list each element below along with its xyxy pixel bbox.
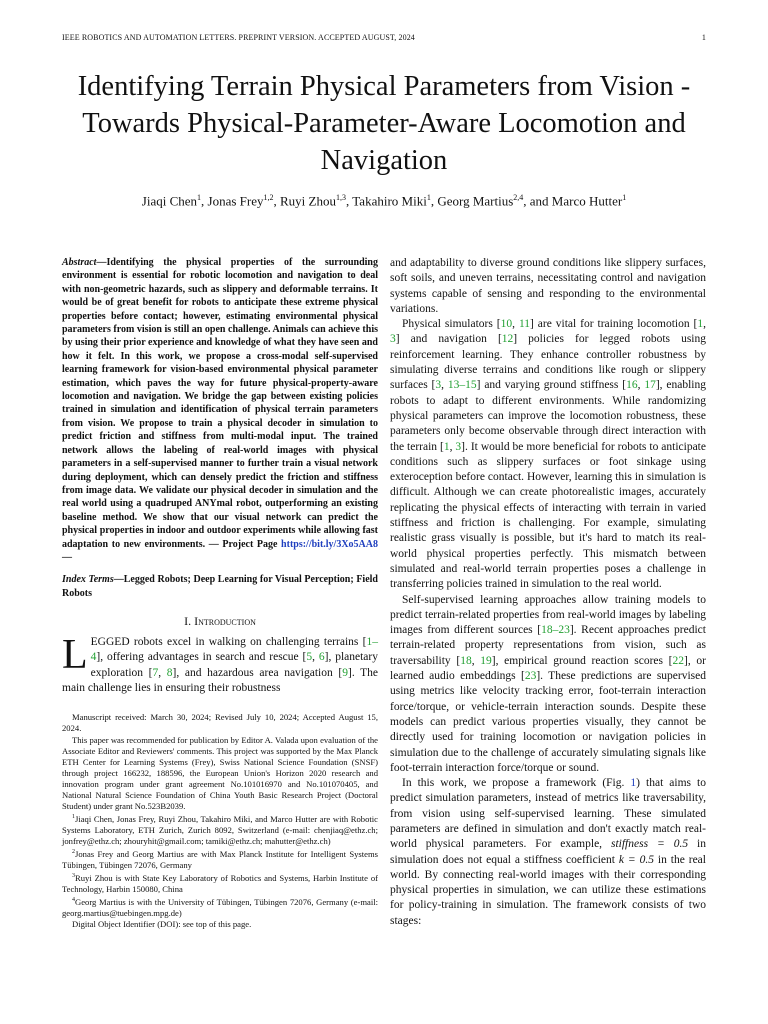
author-name: Marco Hutter [551, 193, 623, 209]
math-expression: k = 0.5 [618, 853, 654, 866]
abstract-label: Abstract [62, 257, 97, 268]
footnotes [62, 712, 378, 930]
citation-link[interactable]: 23 [524, 670, 537, 683]
figure-ref-link[interactable]: 1 [630, 777, 637, 790]
body-paragraph: and adaptability to diverse ground conditions like slippery surfaces, soft soils, and uneven terrains, necessitating control and navigation systems capable of sensing and responding to the environmental variations. [390, 257, 706, 315]
footnote-marker: 1 [72, 814, 75, 821]
author-affiliation: 1 [622, 193, 627, 202]
citation-link[interactable]: 13–15 [447, 379, 477, 392]
footnote-marker: 4 [72, 897, 75, 904]
citation-link[interactable]: 7 [152, 666, 159, 679]
footnote: Digital Object Identifier (DOI): see top of this page. [72, 919, 252, 930]
project-page-link[interactable]: https://bit.ly/3Xo5AA8 [281, 538, 378, 550]
citation-link[interactable]: 3 [435, 379, 442, 392]
abstract-text: —Identifying the physical properties of the surrounding environment is essential for robotic locomotion and navigation to deal with non-geometric hazards, such as slippery and deformable terrains. It would be of great benefit for robots to anticipate these extreme physical properties before contact; however, estimating environmental physical parameters from vision is still an open challenge. Animals can achieve this by using their prior experience and knowledge of what they have seen and how it felt. In this work, we propose a cross-modal self-supervised learning framework for vision-based environmental physical parameter estimation, which paves the way for future physical-property-aware locomotion and navigation. We bridge the gap between existing policies trained in simulation and identification of physical terrain parameters from vision. We propose to train a physical decoder in simulation to predict friction and stiffness from multi-modal input. The trained network allows the labeling of real-world images with physical parameters in a self-supervised manner to further train a visual network during deployment, which can densely predict the friction and stiffness from image data. We validate our physical decoder in simulation and the real world using a quadruped ANYmal robot, outperforming an existing baseline method. We show that our visual network can predict the physical properties in indoor and outdoor experiments while allowing fast adaptation to new environments. — Project Page [62, 257, 378, 550]
author-name: Georg Martius [437, 193, 514, 209]
citation-link[interactable]: 18–23 [541, 624, 570, 637]
citation-link[interactable]: 8 [166, 666, 173, 679]
footnote: Manuscript received: March 30, 2024; Revised July 10, 2024; Accepted August 15, 2024. [62, 712, 378, 734]
citation-link[interactable]: 5 [306, 651, 313, 664]
citation-link[interactable]: 16 [626, 379, 638, 392]
author-name: Jonas Frey [207, 193, 264, 209]
footnote-marker: 2 [72, 849, 75, 856]
abstract [62, 256, 378, 564]
page-number: 1 [701, 33, 706, 42]
body-paragraph: In this work, we propose a framework (Fig. 1) that aims to predict simulation parameters, instead of metrics like traversability, from vision using self-supervised learning. These simulated parameters are defined in simulation and don't exactly match real-world physical parameters. For example, stiffness = 0.5 in simulation does not equal a stiffness coefficient k = 0.5 in the real world. By connecting real-world images with their corresponding physical properties in simulation, we can utilize these estimations for policy-training in simulation. The framework consists of two stages: [390, 777, 706, 927]
footnote: This paper was recommended for publication by Editor A. Valada upon evaluation of the Associate Editor and Reviewers' comments. This project was supported by the Max Planck ETH Center for Learning Systems (Frey), Swiss National Science Foundation (SNSF) through project 166232, 188596, the European Union's Horizon 2020 research and innovation program under grant agreement No.101016970 and No.101070405, and National Natural Science Foundation of China Youth Basic Research Project (Doctoral Student) under grant No.523B2039. [62, 734, 378, 812]
citation-link[interactable]: 18 [460, 654, 472, 667]
citation-link[interactable]: 22 [672, 654, 685, 667]
author-affiliation: 2,4 [513, 193, 524, 202]
running-header [62, 33, 706, 45]
author-list: Jiaqi Chen$^1$, Jonas Frey$^{1,2}$, Ruyi Zhou$^{1,3}$, Takahiro Miki$^1$, Georg Martius$^{2,4}$, and Marco Hutter$^1$ [141, 193, 627, 209]
footnote: $^4$Georg Martius is with the University of Tübingen, Tübingen 72076, Germany (e-mail: georg.martius@tuebingen.mpg.de) [62, 897, 378, 919]
section-title: I. Introduction [184, 614, 256, 629]
footnote: $^3$Ruyi Zhou is with State Key Laboratory of Robotics and Systems, Harbin Institute of Technology, Harbin 150080, China [62, 873, 378, 895]
footnote-marker: 3 [72, 873, 75, 880]
section-heading-introduction [62, 614, 378, 629]
index-terms-label: Index Terms [62, 574, 114, 586]
intro-paragraph: LEGGED robots excel in walking on challenging terrains [1–4], offering advantages in search and rescue [5, 6], planetary exploration [7, 8], and hazardous area navigation [9]. The main challenge lies in ensuring their robustness [62, 632, 379, 695]
citation-link[interactable]: 1–4 [90, 636, 378, 664]
citation-link[interactable]: 10 [500, 318, 513, 331]
index-terms [62, 573, 378, 600]
footnote: $^1$Jiaqi Chen, Jonas Frey, Ruyi Zhou, Takahiro Miki, and Marco Hutter are with Robotic Systems Laboratory, ETH Zurich, Zurich 8092, Switzerland (e-mail: chenjiaq@ethz.ch; jonfrey@ethz.ch; zhouryhit@gmail.com; tamiki@ethz.ch; mahutter@ethz.ch) [62, 814, 378, 847]
index-terms-text: —Legged Robots; Deep Learning for Visual Perception; Field Robots [62, 574, 378, 599]
right-column [390, 256, 706, 929]
citation-link[interactable]: 12 [501, 333, 514, 346]
drop-cap: L [62, 632, 88, 679]
left-column [62, 256, 378, 931]
author-name: Takahiro Miki [352, 193, 427, 209]
author-name: Ruyi Zhou [280, 193, 336, 209]
citation-link[interactable]: 1 [697, 318, 704, 331]
author-name: Jiaqi Chen [141, 193, 198, 209]
citation-link[interactable]: 9 [342, 666, 348, 679]
citation-link[interactable]: 19 [480, 654, 492, 667]
footnote: $^2$Jonas Frey and Georg Martius are with Max Planck Institute for Intelligent Systems Tübingen, Tübingen 72076, Germany [62, 849, 378, 871]
author-affiliation: 1,2 [263, 193, 274, 202]
journal-name: IEEE ROBOTICS AND AUTOMATION LETTERS. PREPRINT VERSION. ACCEPTED AUGUST, 2024 [62, 33, 415, 42]
body-paragraph: Self-supervised learning approaches allow training models to predict terrain-related properties from real-world images by labeling images from different sources [18–23]. Recent approaches predict terrain-related property representations from vision, such as traversability [18, 19], empirical ground reaction scores [22], or learned audio embeddings [23]. These predictions are supervised using metrics like velocity tracking error, foot-terrain interaction force/torque, or vehicle-terrain interaction sounds. Despite these models can predict various properties visually, they cannot be directly used for training locomotion or navigation policies in simulation due to the challenge of accurately simulating signals like foot-terrain interaction force/torque or sound. [390, 593, 707, 774]
citation-link[interactable]: 11 [518, 318, 531, 331]
body-paragraph: Physical simulators [10, 11] are vital for training locomotion [1, 3] and navigation [12] policies for legged robots using reinforcement learning. They enhance controller robustness by simulating diverse terrains and conditions like rough or slippery surfaces [3, 13–15] and varying ground stiffness [16, 17], enabling robots to adapt to different environments. While randomizing physical parameters can improve the locomotion robustness, these parameters only become observable through direct interaction with the terrain [1, 3]. It would be more beneficial for robots to anticipate conditions such as slippery surfaces or foot sinkage using exteroception before contact. However, learning this in simulation is difficult. Although we can create photorealistic images, accurately replicating the physical effects of interacting with terrain in varied stiffness and friction is challenging. For example, simulating realistic grass visually is possible, but it's hard to match its real-world physical properties perfectly. This mismatch between simulated and real-world terrain properties poses a challenge in transferring policies trained in simulation to the real world. [390, 318, 707, 591]
author-affiliation: 1 [426, 193, 431, 202]
abstract-tail: — [62, 551, 72, 563]
citation-link[interactable]: 1 [443, 440, 450, 453]
citation-link[interactable]: 6 [318, 651, 325, 664]
citation-link[interactable]: 17 [644, 379, 656, 392]
citation-link[interactable]: 3 [455, 440, 462, 453]
author-affiliation: 1,3 [336, 193, 346, 202]
author-affiliation: 1 [197, 193, 202, 202]
math-expression: stiffness = 0.5 [611, 838, 689, 851]
paper-title: Identifying Terrain Physical Parameters from Vision - Towards Physical-Parameter-Aware Locomotion and Navigation [77, 71, 691, 176]
citation-link[interactable]: 3 [390, 333, 396, 346]
